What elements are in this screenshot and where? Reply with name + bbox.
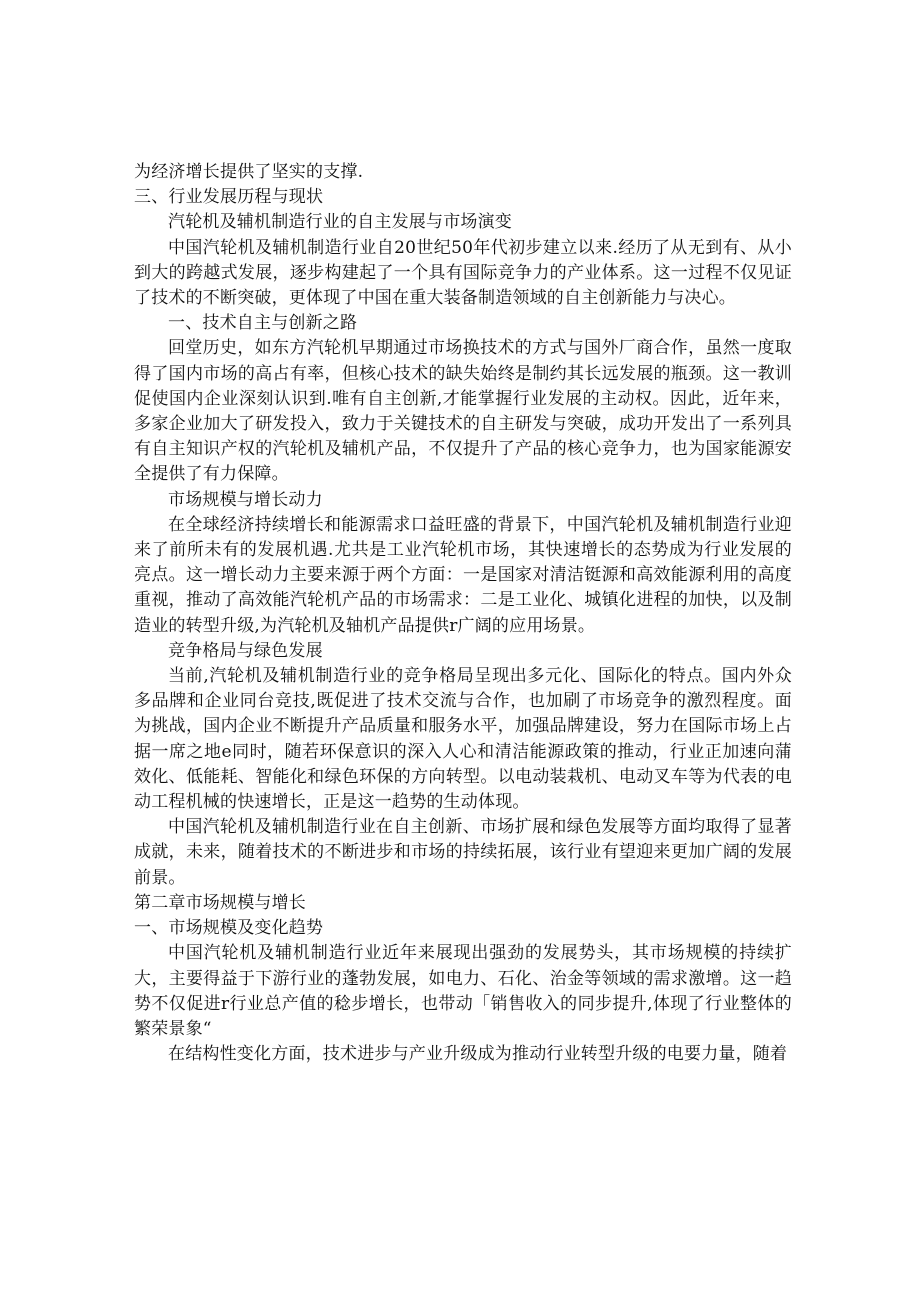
section-heading: 一、市场规模及变化趋势	[134, 918, 324, 939]
paragraph: 在全球经济持续增长和能源需求口益旺盛的背景下，中国汽轮机及辅机制造行业迎来了前所未有的发展机遇.尤共是工业汽轮机市场，其快速增长的态势成为行业发展的亮点。这一增长动力主要来源于两个方面：一是国家对清洁铤源和高效能源利用的高度重视，推动了高效能汽轮机产品的市场需求：二是工业化、城镇化进程的加快，以及制造业的转型升级,为汽轮机及轴机产品提供r广阔的应用场景。	[134, 514, 792, 636]
chapter-heading: 第二章市场规模与增长	[134, 892, 306, 913]
paragraph: 当前,汽轮机及辅机制造行业的竞争格局呈现出多元化、国际化的特点。国内外众多品牌和企业同台竞技,既促进了技术交流与合作，也加刷了市场竞争的激烈程度。面为挑战，国内企业不断提升产品质量和服务水平，加强品牌建设，努力在国际市场上占据一席之地e同时，随若环保意识的深入人心和清洁能源政策的推动，行业正加速向蒲效化、低能耗、智能化和绿色环保的方向转型。以电动装栽机、电动叉车等为代表的电动工程机械的快速增长，正是这一趋势的生动体现。	[134, 666, 792, 813]
paragraph: 在结构性变化方面，技术进步与产业升级成为推动行业转型升级的电要力量，随着	[168, 1044, 788, 1065]
subsection-heading: 汽轮机及辅机制造行业的自主发展与市场演变	[168, 212, 512, 233]
section-heading: 三、行业发展历程与现状	[134, 187, 324, 208]
paragraph: 回堂历史，如东方汽轮机早期通过市场换技术的方式与国外厂商合作，虽然一度取得了国内市场的高占有率，但核心技术的缺失始终是制约其长远发展的瓶颈。这一教训促使国内企业深刻认识到.唯有自主创新,才能掌握行业发展的主动权。因此，近年来，多家企业加大了研发投入，致力于关键技术的自主研发与突破，成功开发出了一系列具有自主知识产权的汽轮机及辅机产品，不仅提升了产品的核心竞争力，也为国家能源安全提供了有力保障。	[134, 338, 792, 485]
subsection-heading: 竞争格局与绿色发展	[168, 640, 323, 661]
text-line: 为经济增长提供了坚实的支撑.	[134, 162, 364, 182]
document-page	[134, 160, 792, 1067]
subsection-heading: 一、技术自主与创新之路	[168, 313, 358, 334]
paragraph: 中国汽轮机及辅机制造行业在自主创新、市场扩展和绿色发展等方面均取得了显著成就，未来，随着技术的不断进步和市场的持续拓展，该行业有望迎来更加广阔的发展前景。	[134, 817, 792, 888]
paragraph: 中国汽轮机及辅机制造行业近年来展现出强劲的发展势头，其市场规模的持续扩大，主要得益于下游行业的蓬勃发展，如电力、石化、治金等领域的需求激增。这一趋势不仅促进r行业总产值的稔步增长，也带动「销售收入的同步提升,体现了行业整体的繁荣景象“	[134, 943, 792, 1039]
paragraph: 中国汽轮机及辅机制造行业自20世纪50年代初步建立以来.经历了从无到有、从小到大的跨越式发展，逐步构建起了一个具有国际竞争力的产业体系。这一过程不仅见证了技术的不断突破，更体现了中国在重大装备制造领域的自主创新能力与决心。	[134, 237, 792, 309]
subsection-heading: 市场规模与增长动力	[168, 489, 323, 510]
